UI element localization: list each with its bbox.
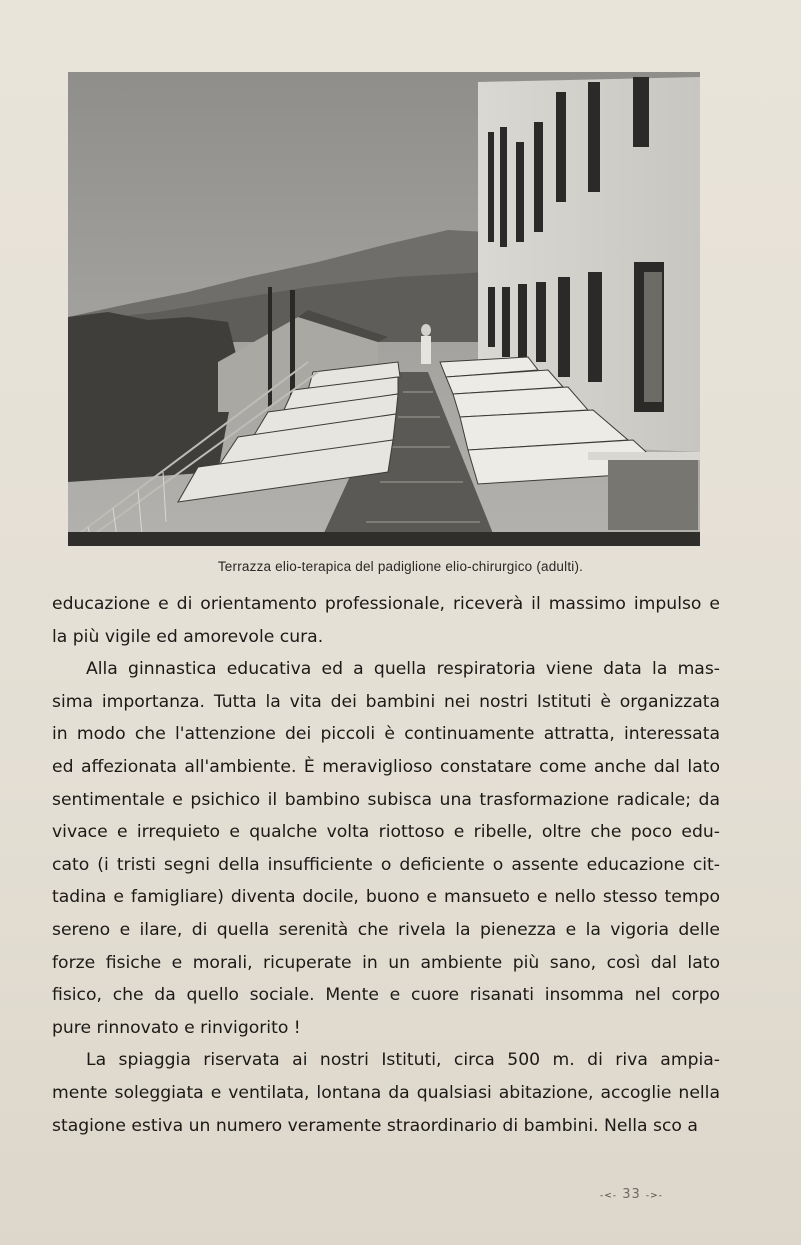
paragraph-2: [52, 653, 720, 1044]
page-folio: [600, 1187, 710, 1202]
text-line: stagione estiva un numero veramente straordinario di bambini. Nella sco a: [52, 1115, 698, 1136]
text-line: Alla ginnastica educativa ed a quella respiratoria viene data la mas-: [86, 659, 720, 680]
text-line: sentimentale e psichico il bambino subisca una trasformazione radicale; da: [52, 789, 720, 810]
text-line: vivace e irrequieto e qualche volta riottoso e ribelle, oltre che poco edu-: [52, 822, 720, 843]
body-text: [52, 588, 720, 1142]
text-line: la più vigile ed amorevole cura.: [52, 626, 324, 647]
text-line: tadina e famigliare) diventa docile, buono e mansueto e nello stesso tempo: [52, 887, 720, 908]
text-line: mente soleggiata e ventilata, lontana da qualsiasi abitazione, accoglie nella: [52, 1082, 720, 1103]
ornament-left-icon: -<-: [600, 1191, 618, 1201]
text-line: sereno e ilare, di quella serenità che rivela la pienezza e la vigoria delle: [52, 919, 720, 940]
paragraph-1: [52, 588, 720, 653]
photo-caption: Terrazza elio-terapica del padiglione elio-chirurgico (adulti).: [217, 559, 584, 574]
ornament-right-icon: ->-: [645, 1191, 663, 1201]
photograph-terrace-icon: [68, 72, 700, 546]
text-line: educazione e di orientamento professionale, riceverà il massimo impulso e: [52, 594, 720, 614]
text-line: forze fisiche e morali, ricuperate in un ambiente più sano, così dal lato: [52, 952, 720, 973]
page-number: 33: [622, 1187, 641, 1202]
paragraph-3: [52, 1044, 720, 1142]
text-line: ed affezionata all'ambiente. È meraviglioso constatare come anche dal lato: [52, 756, 720, 777]
text-line: La spiaggia riservata ai nostri Istituti, circa 500 m. di riva ampia-: [86, 1050, 720, 1071]
text-line: cato (i tristi segni della insufficiente o deficiente o assente educazione cit-: [52, 854, 720, 875]
text-line: sima importanza. Tutta la vita dei bambini nei nostri Istituti è organizzata: [52, 691, 720, 712]
text-line: fisico, che da quello sociale. Mente e cuore risanati insomma nel corpo: [52, 985, 720, 1006]
text-line: pure rinnovato e rinvigorito !: [52, 1017, 301, 1038]
terrace-photograph: [68, 72, 700, 546]
text-line: in modo che l'attenzione dei piccoli è continuamente attratta, interessata: [52, 724, 720, 745]
